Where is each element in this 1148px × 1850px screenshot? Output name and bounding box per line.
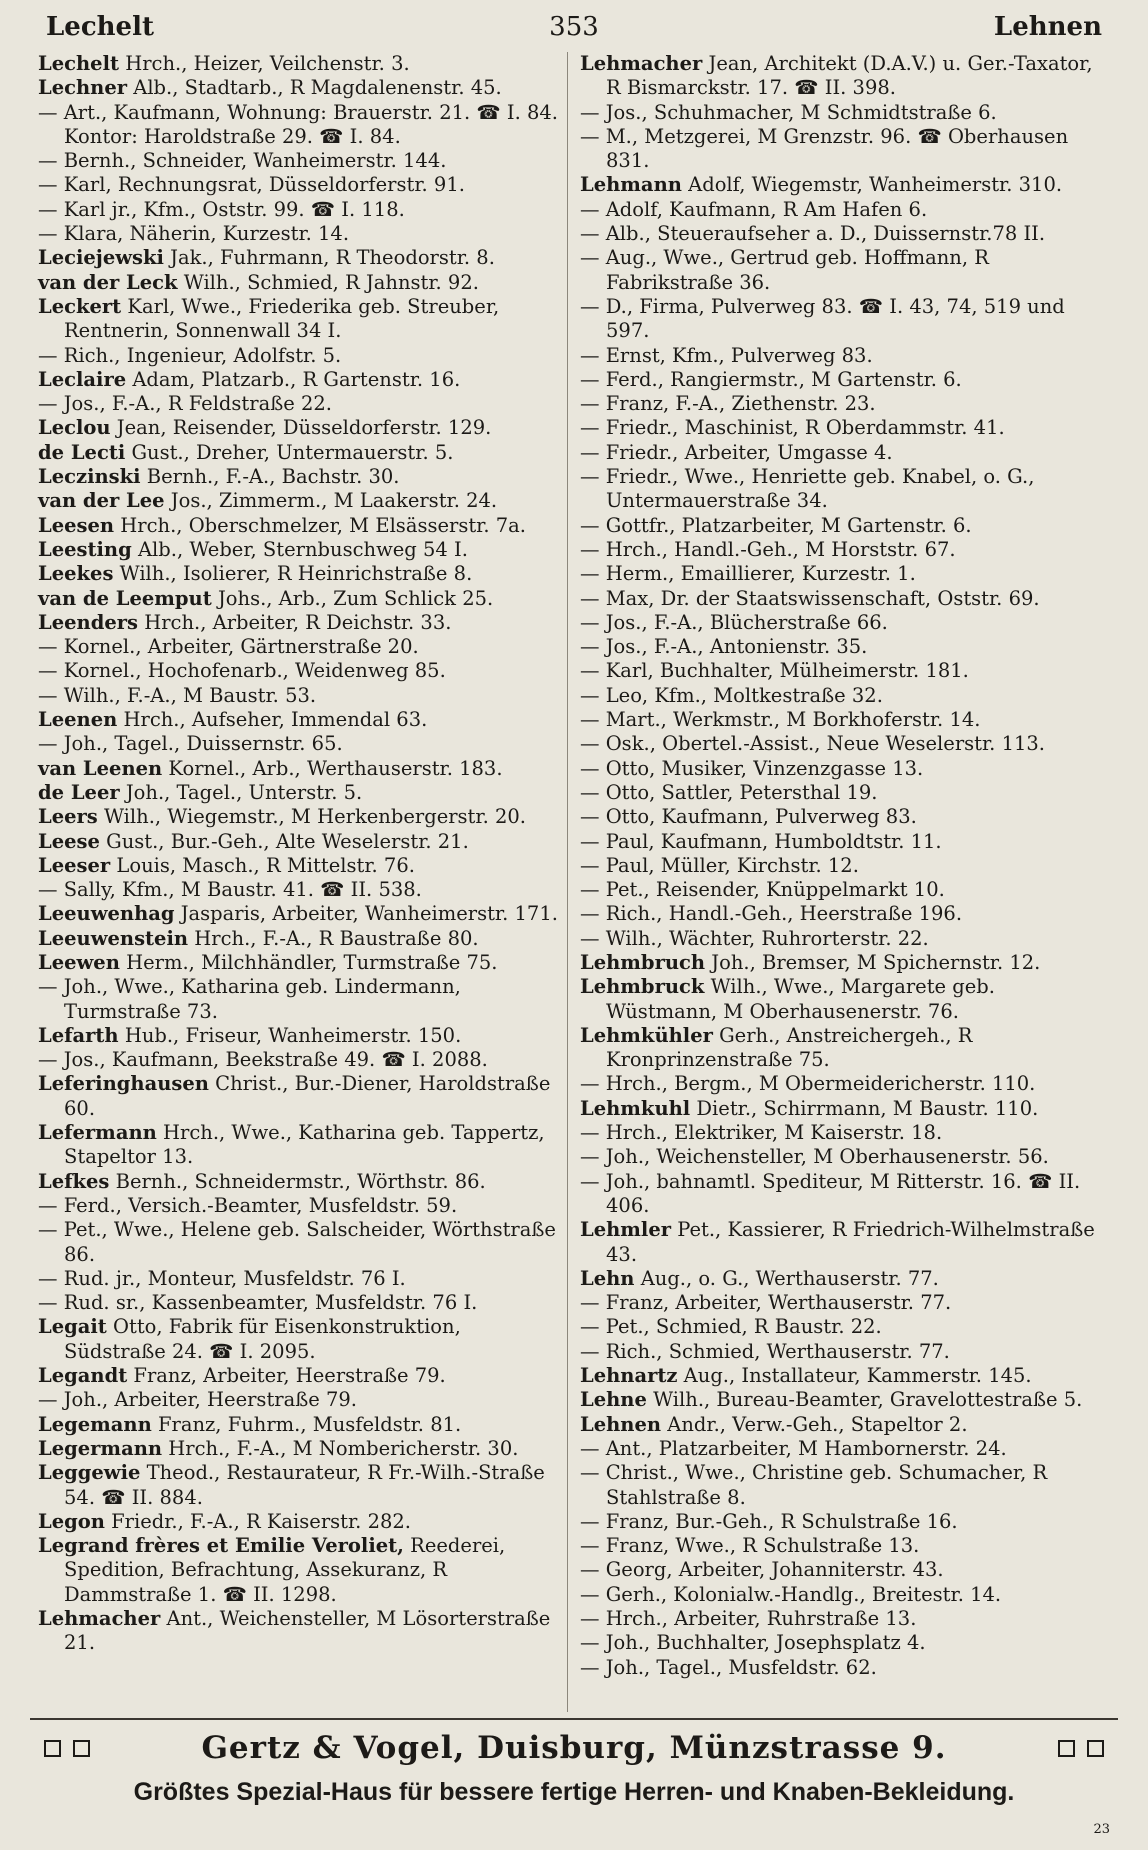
directory-entry <box>580 1267 1102 1291</box>
entry-details: Otto, Fabrik für Eisenkonstruktion, Südstraße 24. ☎ I. 2095. <box>64 1315 461 1363</box>
directory-entry <box>580 1097 1102 1121</box>
directory-entry <box>38 878 560 902</box>
entry-details: Adam, Platzarb., R Gartenstr. 16. <box>132 367 461 391</box>
entry-details: — Herm., Emaillierer, Kurzestr. 1. <box>580 562 916 586</box>
ad-headline: Gertz & Vogel, Duisburg, Münzstrasse 9. <box>201 1730 947 1766</box>
entry-details: — Alb., Steueraufseher a. D., Duissernstr.78 II. <box>580 222 1046 246</box>
entry-details: — Leo, Kfm., Moltkestraße 32. <box>580 683 883 707</box>
entry-surname: Leczinski <box>38 465 141 489</box>
directory-entry <box>580 173 1102 197</box>
entry-details: — Joh., bahnamtl. Spediteur, M Ritterstr. 16. ☎ II. 406. <box>580 1169 1081 1217</box>
entry-details: Wilh., Schmied, R Jahnstr. 92. <box>183 270 479 294</box>
entry-surname: Lehnen <box>580 1412 662 1436</box>
entry-surname: Lehmler <box>580 1218 672 1242</box>
directory-entry <box>38 830 560 854</box>
directory-entry <box>580 392 1102 416</box>
entry-details: Andr., Verw.-Geh., Stapeltor 2. <box>667 1412 968 1436</box>
entry-details: — Otto, Kaufmann, Pulverweg 83. <box>580 805 917 829</box>
entry-details: — Franz, Arbeiter, Werthauserstr. 77. <box>580 1291 952 1315</box>
entry-surname: Leeuwenstein <box>38 926 189 950</box>
directory-entry <box>38 441 560 465</box>
directory-entry <box>38 1510 560 1534</box>
directory-entry <box>38 587 560 611</box>
entry-details: — Joh., Tagel., Musfeldstr. 62. <box>580 1655 877 1679</box>
entry-details: — Ernst, Kfm., Pulverweg 83. <box>580 343 873 367</box>
directory-entry <box>580 514 1102 538</box>
entry-details: — Jos., Schuhmacher, M Schmidtstraße 6. <box>580 100 997 124</box>
directory-entry <box>38 732 560 756</box>
directory-entry <box>580 684 1102 708</box>
entry-surname: Lefkes <box>38 1169 110 1193</box>
directory-entry <box>580 368 1102 392</box>
entry-surname: Leenen <box>38 708 118 732</box>
entry-surname: Leekes <box>38 562 114 586</box>
directory-entry <box>580 878 1102 902</box>
directory-entry <box>38 1364 560 1388</box>
entry-details: — Pet., Reisender, Knüppelmarkt 10. <box>580 878 945 902</box>
entry-details: Wilh., Bureau-Beamter, Gravelottestraße 5. <box>653 1388 1083 1412</box>
directory-entry <box>38 149 560 173</box>
directory-entry <box>580 562 1102 586</box>
entry-surname: Legon <box>38 1509 105 1533</box>
directory-entry <box>580 465 1102 514</box>
entry-surname: Lehmacher <box>38 1607 161 1630</box>
entry-surname: Leclaire <box>38 367 127 391</box>
entry-details: — Max, Dr. der Staatswissenschaft, Oststr. 69. <box>580 586 1040 610</box>
directory-entry <box>38 805 560 829</box>
entry-details: — Franz, F.-A., Ziethenstr. 23. <box>580 392 876 416</box>
left-column <box>38 52 560 1656</box>
entry-details: — Paul, Müller, Kirchstr. 12. <box>580 853 859 877</box>
entry-surname: Lehmkühler <box>580 1023 713 1047</box>
entry-surname: Lechelt <box>38 52 119 75</box>
directory-entry <box>580 830 1102 854</box>
directory-entry <box>580 1388 1102 1412</box>
directory-entry <box>580 757 1102 781</box>
entry-details: Christ., Bur.-Diener, Haroldstraße 60. <box>64 1072 551 1120</box>
entry-details: — Friedr., Arbeiter, Umgasse 4. <box>580 440 893 464</box>
entry-surname: de Leer <box>38 780 120 804</box>
directory-entry <box>580 1364 1102 1388</box>
entry-surname: Lehn <box>580 1266 635 1290</box>
entry-details: — Art., Kaufmann, Wohnung: Brauerstr. 21. ☎ I. 84. Kontor: Haroldstraße 29. ☎ I. 84. <box>38 100 559 148</box>
directory-entry <box>580 416 1102 440</box>
entry-details: — Kornel., Arbeiter, Gärtnerstraße 20. <box>38 635 419 659</box>
directory-entry <box>580 781 1102 805</box>
entry-surname: Leferinghausen <box>38 1072 209 1096</box>
directory-entry <box>38 392 560 416</box>
directory-entry <box>580 198 1102 222</box>
entry-details: — Ferd., Versich.-Beamter, Musfeldstr. 59. <box>38 1193 458 1217</box>
entry-details: — Wilh., F.-A., M Baustr. 53. <box>38 683 317 707</box>
directory-entry <box>580 1656 1102 1680</box>
directory-entry <box>38 1437 560 1461</box>
directory-entry <box>580 732 1102 756</box>
directory-entry <box>38 757 560 781</box>
directory-entry <box>580 1607 1102 1631</box>
entry-details: — Rich., Schmied, Werthauserstr. 77. <box>580 1339 950 1363</box>
directory-entry <box>580 927 1102 951</box>
directory-entry <box>38 465 560 489</box>
entry-details: — Rich., Ingenieur, Adolfstr. 5. <box>38 343 342 367</box>
directory-entry <box>580 975 1102 1024</box>
entry-details: Gust., Bur.-Geh., Alte Weselerstr. 21. <box>106 829 469 853</box>
directory-entry <box>38 1048 560 1072</box>
ad-ornament-right <box>1052 1738 1110 1757</box>
entry-details: — Bernh., Schneider, Wanheimerstr. 144. <box>38 149 447 173</box>
entry-details: — Jos., F.-A., Blücherstraße 66. <box>580 610 888 634</box>
directory-entry <box>38 101 560 150</box>
entry-surname: van Leenen <box>38 756 163 780</box>
entry-surname: Legrand frères et Emilie Veroliet, <box>38 1534 404 1558</box>
directory-entry <box>38 222 560 246</box>
directory-entry <box>580 1534 1102 1558</box>
entry-details: Jean, Reisender, Düsseldorferstr. 129. <box>116 416 492 440</box>
directory-entry <box>580 951 1102 975</box>
entry-surname: Leers <box>38 805 98 829</box>
directory-entry <box>38 1170 560 1194</box>
entry-details: Bernh., F.-A., Bachstr. 30. <box>146 465 400 489</box>
entry-details: Hrch., Heizer, Veilchenstr. 3. <box>125 52 410 75</box>
entry-details: — Pet., Schmied, R Baustr. 22. <box>580 1315 882 1339</box>
entry-surname: Lefarth <box>38 1023 119 1047</box>
directory-entry <box>580 246 1102 295</box>
entry-details: Johs., Arb., Zum Schlick 25. <box>217 586 494 610</box>
directory-entry <box>38 1461 560 1510</box>
page-number: 353 <box>549 12 599 42</box>
entry-details: Joh., Bremser, M Spichernstr. 12. <box>711 950 1041 974</box>
entry-details: — Hrch., Arbeiter, Ruhrstraße 13. <box>580 1607 917 1630</box>
entry-surname: Leclou <box>38 416 111 440</box>
directory-entry <box>580 101 1102 125</box>
entry-details: Adolf, Wiegemstr, Wanheimerstr. 310. <box>688 173 1063 197</box>
entry-details: — Adolf, Kaufmann, R Am Hafen 6. <box>580 197 928 221</box>
entry-details: Bernh., Schneidermstr., Wörthstr. 86. <box>115 1169 486 1193</box>
entry-details: — Franz, Bur.-Geh., R Schulstraße 16. <box>580 1509 958 1533</box>
entry-details: — Hrch., Elektriker, M Kaiserstr. 18. <box>580 1121 943 1145</box>
entry-surname: Legermann <box>38 1436 163 1460</box>
directory-entry <box>38 1315 560 1364</box>
directory-entry <box>580 587 1102 611</box>
directory-entry <box>38 659 560 683</box>
entry-details: Reederei, Spedition, Befrachtung, Assekuranz, R Dammstraße 1. ☎ II. 1298. <box>64 1534 506 1606</box>
entry-details: Friedr., F.-A., R Kaiserstr. 282. <box>111 1509 412 1533</box>
entry-details: Aug., o. G., Werthauserstr. 77. <box>640 1266 939 1290</box>
directory-entry <box>580 1218 1102 1267</box>
entry-surname: van der Lee <box>38 489 165 513</box>
entry-details: Wilh., Wiegemstr., M Herkenbergerstr. 20. <box>103 805 526 829</box>
entry-details: — Christ., Wwe., Christine geb. Schumacher, R Stahlstraße 8. <box>580 1461 1048 1509</box>
directory-entry <box>38 514 560 538</box>
directory-entry <box>580 295 1102 344</box>
directory-entry <box>580 1170 1102 1219</box>
entry-details: — Joh., Tagel., Duissernstr. 65. <box>38 732 343 756</box>
directory-entry <box>580 1437 1102 1461</box>
entry-details: Jos., Zimmerm., M Laakerstr. 24. <box>170 489 498 513</box>
entry-details: — Gerh., Kolonialw.-Handlg., Breitestr. 14. <box>580 1582 1002 1606</box>
entry-details: — Joh., Arbeiter, Heerstraße 79. <box>38 1388 357 1412</box>
entry-details: Gust., Dreher, Untermauerstr. 5. <box>131 440 454 464</box>
entry-details: Jak., Fuhrmann, R Theodorstr. 8. <box>170 246 495 270</box>
entry-details: — Jos., F.-A., Antonienstr. 35. <box>580 635 868 659</box>
directory-entry <box>38 368 560 392</box>
entry-details: Jasparis, Arbeiter, Wanheimerstr. 171. <box>180 902 558 926</box>
directory-entry <box>38 1534 560 1607</box>
entry-surname: Lefermann <box>38 1121 157 1145</box>
entry-details: — Sally, Kfm., M Baustr. 41. ☎ II. 538. <box>38 878 422 902</box>
entry-details: — Rud. sr., Kassenbeamter, Musfeldstr. 76 I. <box>38 1291 478 1315</box>
directory-entry <box>580 1631 1102 1655</box>
entry-surname: Lehmacher <box>580 52 703 75</box>
entry-details: — M., Metzgerei, M Grenzstr. 96. ☎ Oberhausen 831. <box>580 124 1069 173</box>
directory-entry <box>38 708 560 732</box>
entry-details: — Jos., F.-A., R Feldstraße 22. <box>38 392 332 416</box>
advertisement-banner <box>30 1718 1118 1830</box>
directory-entry <box>580 1340 1102 1364</box>
directory-entry <box>38 1121 560 1170</box>
entry-details: Franz, Arbeiter, Heerstraße 79. <box>133 1364 446 1388</box>
entry-details: Theod., Restaurateur, R Fr.-Wilh.-Straße 54. ☎ II. 884. <box>64 1461 545 1509</box>
entry-details: Herm., Milchhändler, Turmstraße 75. <box>126 950 498 974</box>
directory-entry <box>580 708 1102 732</box>
entry-details: Pet., Kassierer, R Friedrich-Wilhelmstraße 43. <box>606 1218 1095 1266</box>
entry-details: — Aug., Wwe., Gertrud geb. Hoffmann, R Fabrikstraße 36. <box>580 246 989 294</box>
directory-entry <box>38 489 560 513</box>
entry-details: — Georg, Arbeiter, Johanniterstr. 43. <box>580 1558 944 1582</box>
entry-details: Hrch., F.-A., R Baustraße 80. <box>194 926 479 950</box>
entry-details: — Ferd., Rangiermstr., M Gartenstr. 6. <box>580 367 962 391</box>
entry-surname: van der Leck <box>38 270 178 294</box>
entry-details: Joh., Tagel., Unterstr. 5. <box>125 780 363 804</box>
directory-entry <box>38 271 560 295</box>
directory-entry <box>38 246 560 270</box>
page-header <box>40 8 1108 44</box>
directory-entry <box>580 1072 1102 1096</box>
entry-details: — Pet., Wwe., Helene geb. Salscheider, Wörthstraße 86. <box>38 1218 556 1266</box>
directory-entry <box>580 1413 1102 1437</box>
entry-details: Alb., Weber, Sternbuschweg 54 I. <box>137 537 468 561</box>
directory-entry <box>38 198 560 222</box>
entry-details: — Osk., Obertel.-Assist., Neue Weselerstr. 113. <box>580 732 1045 756</box>
directory-entry <box>38 781 560 805</box>
directory-entry <box>38 927 560 951</box>
entry-details: — Hrch., Bergm., M Obermeidericherstr. 110. <box>580 1072 1036 1096</box>
entry-details: Wilh., Wwe., Margarete geb. Wüstmann, M Oberhausenerstr. 76. <box>606 975 995 1023</box>
entry-surname: Leckert <box>38 294 122 318</box>
entry-details: — Karl, Rechnungsrat, Düsseldorferstr. 91. <box>38 173 465 197</box>
entry-surname: Legait <box>38 1315 107 1339</box>
directory-entry <box>580 125 1102 174</box>
entry-details: Dietr., Schirrmann, M Baustr. 110. <box>696 1096 1039 1120</box>
directory-entry <box>38 1607 560 1656</box>
entry-details: — Karl jr., Kfm., Oststr. 99. ☎ I. 118. <box>38 197 405 221</box>
entry-details: Wilh., Isolierer, R Heinrichstraße 8. <box>119 562 473 586</box>
entry-surname: Lechner <box>38 76 128 100</box>
entry-details: Gerh., Anstreichergeh., R Kronprinzenstraße 75. <box>606 1023 973 1072</box>
directory-entry <box>38 1388 560 1412</box>
entry-details: Jean, Architekt (D.A.V.) u. Ger.-Taxator, R Bismarckstr. 17. ☎ II. 398. <box>606 52 1093 100</box>
entry-details: Franz, Fuhrm., Musfeldstr. 81. <box>158 1412 462 1436</box>
directory-entry <box>38 173 560 197</box>
entry-details: — Wilh., Wächter, Ruhrorterstr. 22. <box>580 926 929 950</box>
entry-surname: Lehmbruch <box>580 950 706 974</box>
directory-entry <box>38 854 560 878</box>
directory-entry <box>38 684 560 708</box>
directory-entry <box>580 1558 1102 1582</box>
entry-columns <box>38 52 1118 1712</box>
entry-details: — Mart., Werkmstr., M Borkhoferstr. 14. <box>580 708 981 732</box>
entry-surname: Lehmann <box>580 173 682 197</box>
ad-tagline: Größtes Spezial-Haus für bessere fertige Herren- und Knaben-Bekleidung. <box>133 1778 1015 1806</box>
entry-details: — Joh., Wwe., Katharina geb. Lindermann, Turmstraße 73. <box>38 975 461 1023</box>
directory-entry <box>38 416 560 440</box>
directory-entry <box>580 854 1102 878</box>
entry-surname: Leewen <box>38 950 120 974</box>
entry-surname: Leciejewski <box>38 246 164 270</box>
entry-details: Hrch., Aufseher, Immendal 63. <box>123 708 428 732</box>
entry-details: — Klara, Näherin, Kurzestr. 14. <box>38 222 350 246</box>
entry-details: — Joh., Weichensteller, M Oberhausenerstr. 56. <box>580 1145 1049 1169</box>
entry-details: — Kornel., Hochofenarb., Weidenweg 85. <box>38 659 446 683</box>
directory-entry <box>580 611 1102 635</box>
header-left-word: Lechelt <box>46 12 154 42</box>
directory-entry <box>580 1461 1102 1510</box>
directory-entry <box>38 344 560 368</box>
entry-details: — Franz, Wwe., R Schulstraße 13. <box>580 1534 920 1558</box>
directory-entry <box>38 1024 560 1048</box>
entry-details: Kornel., Arb., Werthauserstr. 183. <box>168 756 503 780</box>
directory-entry <box>580 902 1102 926</box>
entry-details: — Joh., Buchhalter, Josephsplatz 4. <box>580 1631 926 1655</box>
entry-details: — Karl, Buchhalter, Mülheimerstr. 181. <box>580 659 969 683</box>
directory-entry <box>38 951 560 975</box>
entry-details: — Friedr., Wwe., Henriette geb. Knabel, o. G., Untermauerstraße 34. <box>580 465 1035 513</box>
entry-surname: Leenders <box>38 610 138 634</box>
directory-entry <box>580 538 1102 562</box>
entry-details: Hrch., Oberschmelzer, M Elsässerstr. 7a. <box>120 513 526 537</box>
header-right-word: Lehnen <box>993 12 1102 42</box>
entry-details: — Jos., Kaufmann, Beekstraße 49. ☎ I. 2088. <box>38 1048 488 1072</box>
directory-entry <box>38 975 560 1024</box>
directory-entry <box>38 1218 560 1267</box>
entry-surname: Leeser <box>38 853 111 877</box>
entry-details: Hrch., Wwe., Katharina geb. Tappertz, Stapeltor 13. <box>64 1121 545 1169</box>
directory-entry <box>580 441 1102 465</box>
directory-entry <box>38 635 560 659</box>
directory-entry <box>580 659 1102 683</box>
entry-details: — Friedr., Maschinist, R Oberdammstr. 41. <box>580 416 1005 440</box>
entry-details: Alb., Stadtarb., R Magdalenenstr. 45. <box>133 76 502 100</box>
entry-surname: Lehnartz <box>580 1364 678 1388</box>
entry-surname: Lehmbruck <box>580 975 705 999</box>
entry-surname: Lehmkuhl <box>580 1096 691 1120</box>
entry-surname: Leese <box>38 829 100 853</box>
entry-details: — Paul, Kaufmann, Humboldtstr. 11. <box>580 829 942 853</box>
directory-entry <box>38 1072 560 1121</box>
directory-entry <box>580 1291 1102 1315</box>
directory-entry <box>580 1315 1102 1339</box>
directory-entry <box>38 1194 560 1218</box>
directory-entry <box>38 1291 560 1315</box>
entry-details: — Otto, Musiker, Vinzenzgasse 13. <box>580 756 924 780</box>
directory-entry <box>38 52 560 76</box>
entry-surname: Leesting <box>38 537 132 561</box>
entry-surname: van de Leemput <box>38 586 212 610</box>
directory-entry <box>580 52 1102 101</box>
entry-details: Hrch., F.-A., M Nombericherstr. 30. <box>168 1436 519 1460</box>
directory-entry <box>580 222 1102 246</box>
directory-entry <box>580 635 1102 659</box>
entry-details: — D., Firma, Pulverweg 83. ☎ I. 43, 74, 519 und 597. <box>580 294 1065 343</box>
directory-entry <box>580 1024 1102 1073</box>
directory-entry <box>38 1267 560 1291</box>
directory-entry <box>38 1413 560 1437</box>
directory-entry <box>580 1121 1102 1145</box>
entry-surname: de Lecti <box>38 440 126 464</box>
directory-entry <box>38 611 560 635</box>
entry-details: — Rich., Handl.-Geh., Heerstraße 196. <box>580 902 963 926</box>
entry-details: — Gottfr., Platzarbeiter, M Gartenstr. 6. <box>580 513 972 537</box>
directory-entry <box>38 562 560 586</box>
entry-surname: Leggewie <box>38 1461 141 1485</box>
directory-entry <box>580 805 1102 829</box>
entry-details: Karl, Wwe., Friederika geb. Streuber, Rentnerin, Sonnenwall 34 I. <box>64 294 500 343</box>
directory-entry <box>580 1510 1102 1534</box>
entry-details: Louis, Masch., R Mittelstr. 76. <box>116 853 415 877</box>
directory-entry <box>38 76 560 100</box>
entry-details: — Rud. jr., Monteur, Musfeldstr. 76 I. <box>38 1266 406 1290</box>
entry-details: Ant., Weichensteller, M Lösorterstraße 21. <box>64 1607 551 1655</box>
directory-entry <box>38 902 560 926</box>
directory-entry <box>580 344 1102 368</box>
directory-entry <box>580 1145 1102 1169</box>
entry-surname: Legemann <box>38 1412 152 1436</box>
entry-details: — Hrch., Handl.-Geh., M Horststr. 67. <box>580 537 956 561</box>
entry-details: — Otto, Sattler, Petersthal 19. <box>580 780 878 804</box>
entry-details: Aug., Installateur, Kammerstr. 145. <box>683 1364 1032 1388</box>
entry-details: Hub., Friseur, Wanheimerstr. 150. <box>124 1023 462 1047</box>
directory-entry <box>38 295 560 344</box>
entry-surname: Lehne <box>580 1388 647 1412</box>
right-column <box>580 52 1102 1680</box>
entry-surname: Leesen <box>38 513 115 537</box>
entry-details: — Ant., Platzarbeiter, M Hambornerstr. 24. <box>580 1436 1007 1460</box>
directory-entry <box>580 1583 1102 1607</box>
entry-details: Hrch., Arbeiter, R Deichstr. 33. <box>144 610 452 634</box>
entry-surname: Leeuwenhag <box>38 902 175 926</box>
directory-entry <box>38 538 560 562</box>
entry-surname: Legandt <box>38 1364 128 1388</box>
signature-mark: 23 <box>1093 1822 1110 1837</box>
